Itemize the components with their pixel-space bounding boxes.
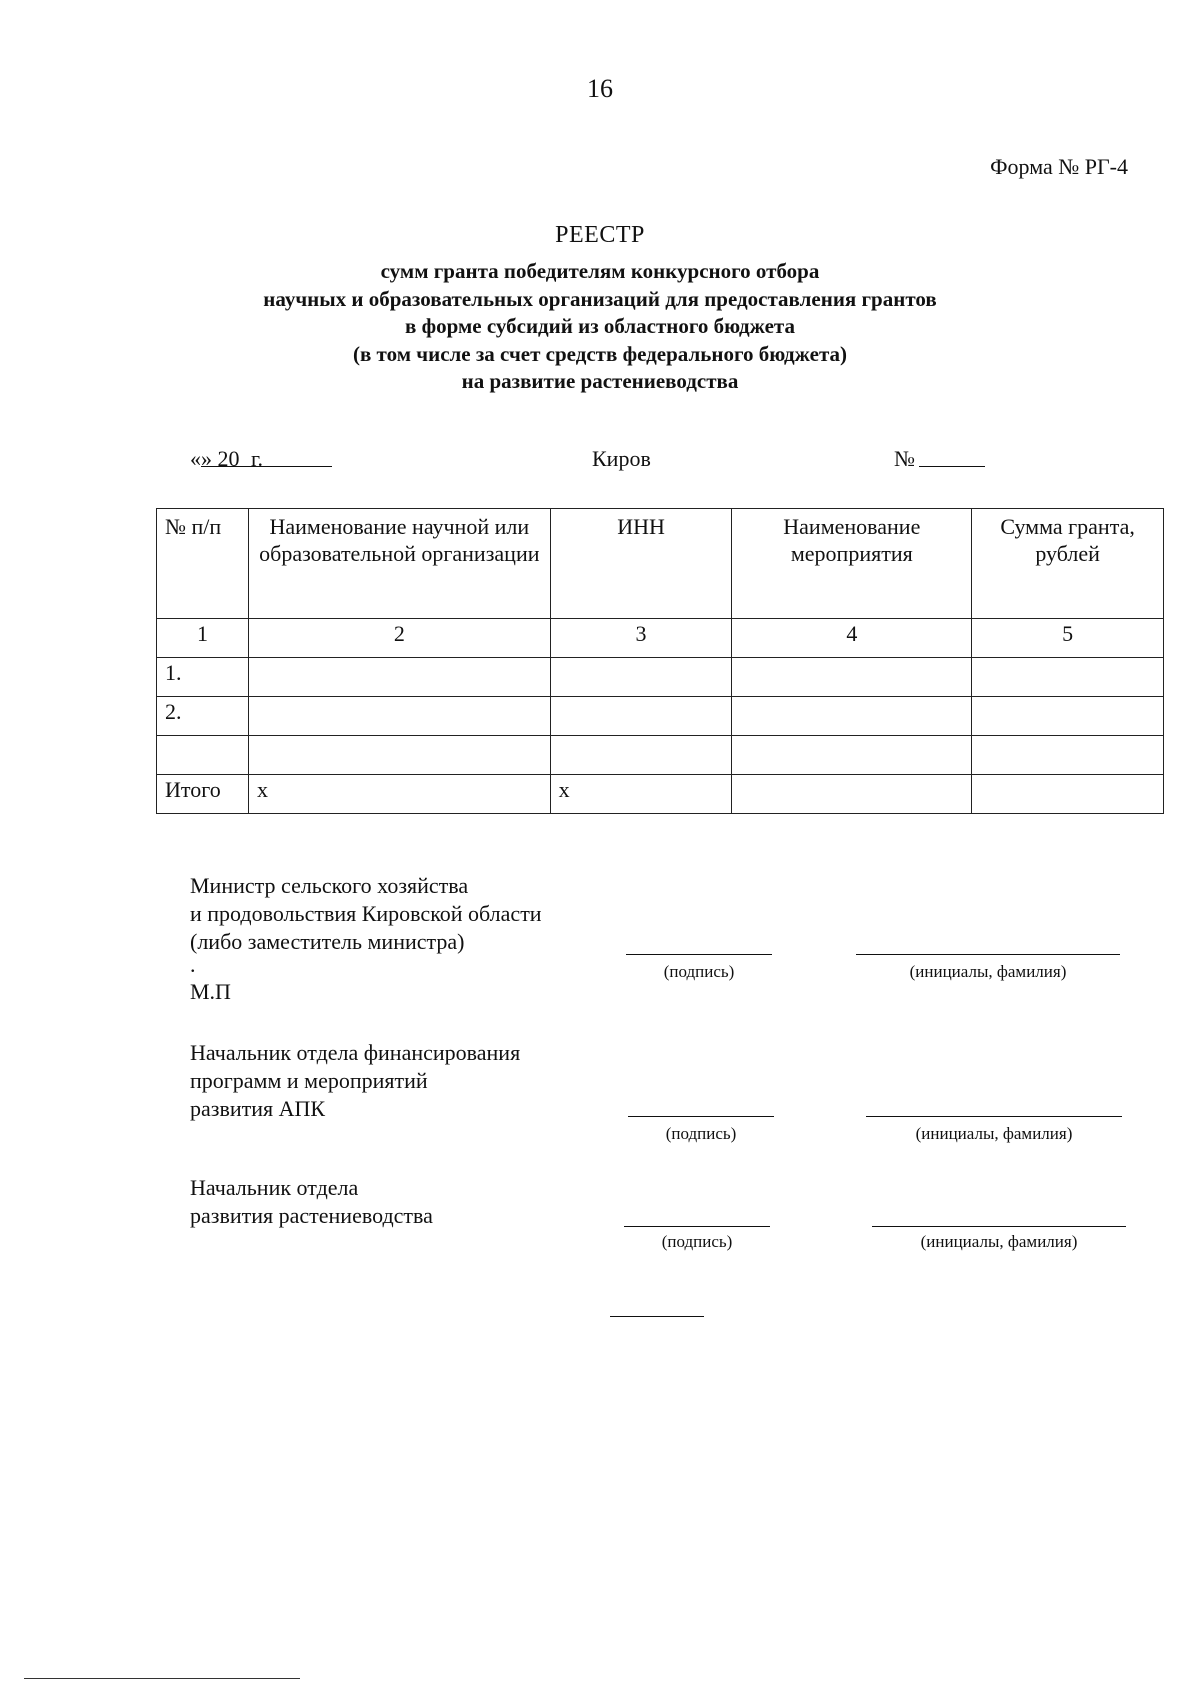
table-cell bbox=[248, 658, 550, 697]
header-event: Наименование мероприятия bbox=[732, 509, 972, 619]
registry-table bbox=[156, 508, 1164, 814]
total-cell: х bbox=[248, 775, 550, 814]
header-organization: Наименование научной или образовательной организации bbox=[248, 509, 550, 619]
position-line: развития растениеводства bbox=[190, 1203, 433, 1228]
column-number: 2 bbox=[248, 619, 550, 658]
open-quote: « bbox=[190, 446, 201, 471]
city: Киров bbox=[592, 446, 651, 471]
table-row bbox=[157, 736, 1164, 775]
year-prefix: 20 bbox=[217, 446, 240, 471]
table-cell: 1. bbox=[157, 658, 249, 697]
date-field bbox=[190, 446, 263, 472]
table-cell bbox=[248, 697, 550, 736]
column-number-row bbox=[157, 619, 1164, 658]
document-title: РЕЕСТР bbox=[555, 222, 645, 248]
footnote-rule bbox=[24, 1678, 300, 1679]
table-cell bbox=[972, 736, 1164, 775]
number-blank bbox=[919, 446, 985, 467]
column-number: 1 bbox=[157, 619, 249, 658]
position-line: и продовольствия Кировской области bbox=[190, 901, 542, 926]
number-sign: № bbox=[894, 446, 915, 471]
end-rule bbox=[610, 1316, 704, 1317]
total-cell bbox=[972, 775, 1164, 814]
position-line: программ и мероприятий bbox=[190, 1068, 428, 1093]
header-number: № п/п bbox=[157, 509, 249, 619]
position-line: Начальник отдела bbox=[190, 1175, 359, 1200]
subtitle-line: сумм гранта победителям конкурсного отбора bbox=[380, 259, 820, 283]
signature-caption: (подпись) bbox=[663, 962, 735, 981]
table-cell bbox=[732, 658, 972, 697]
close-quote: » bbox=[201, 446, 212, 471]
subtitle-line: научных и образовательных организаций для предоставления грантов bbox=[263, 286, 937, 311]
table-cell bbox=[248, 736, 550, 775]
name-line bbox=[866, 1116, 1122, 1117]
year-blank bbox=[240, 446, 266, 467]
table-row bbox=[157, 658, 1164, 697]
header-inn: ИНН bbox=[550, 509, 732, 619]
column-number: 3 bbox=[550, 619, 732, 658]
position-line: Министр сельского хозяйства bbox=[190, 873, 469, 898]
table-cell bbox=[972, 658, 1164, 697]
name-caption: (инициалы, фамилия) bbox=[915, 1124, 1073, 1143]
name-caption: (инициалы, фамилия) bbox=[909, 962, 1067, 981]
signature-line bbox=[624, 1226, 770, 1227]
signature-position-finance-head bbox=[190, 1039, 520, 1123]
signature-caption: (подпись) bbox=[665, 1124, 737, 1143]
position-line: развития АПК bbox=[190, 1096, 326, 1121]
signature-position-crop-head bbox=[190, 1174, 433, 1230]
table-header-row bbox=[157, 509, 1164, 619]
document-subtitle bbox=[0, 258, 1200, 396]
subtitle-line: в форме субсидий из областного бюджета bbox=[405, 314, 795, 338]
total-label: Итого bbox=[157, 775, 249, 814]
position-line: . bbox=[190, 952, 196, 977]
table-cell: 2. bbox=[157, 697, 249, 736]
column-number: 4 bbox=[732, 619, 972, 658]
year-suffix: г. bbox=[251, 446, 264, 471]
total-cell: х bbox=[550, 775, 732, 814]
position-line: Начальник отдела финансирования bbox=[190, 1040, 521, 1065]
total-row bbox=[157, 775, 1164, 814]
signature-line bbox=[628, 1116, 774, 1117]
column-number: 5 bbox=[972, 619, 1164, 658]
table-cell bbox=[550, 697, 732, 736]
number-field bbox=[894, 446, 915, 472]
position-line: (либо заместитель министра) bbox=[190, 929, 465, 954]
stamp-mark: М.П bbox=[190, 979, 231, 1004]
signature-position-minister bbox=[190, 872, 542, 1006]
name-line bbox=[872, 1226, 1126, 1227]
form-number: Форма № РГ-4 bbox=[990, 154, 1128, 179]
name-caption: (инициалы, фамилия) bbox=[920, 1232, 1078, 1251]
signature-caption: (подпись) bbox=[661, 1232, 733, 1251]
subtitle-line: (в том числе за счет средств федерального бюджета) bbox=[352, 341, 848, 366]
table-cell bbox=[550, 658, 732, 697]
table-cell bbox=[972, 697, 1164, 736]
header-grant-amount: Сумма гранта, рублей bbox=[972, 509, 1164, 619]
table-cell bbox=[732, 697, 972, 736]
total-cell bbox=[732, 775, 972, 814]
table-cell bbox=[157, 736, 249, 775]
page-number: 16 bbox=[587, 74, 613, 103]
table-row bbox=[157, 697, 1164, 736]
date-city-number-line bbox=[0, 446, 1200, 476]
table-cell bbox=[732, 736, 972, 775]
table-cell bbox=[550, 736, 732, 775]
signature-line bbox=[626, 954, 772, 955]
name-line bbox=[856, 954, 1120, 955]
subtitle-line: на развитие растениеводства bbox=[461, 369, 739, 393]
